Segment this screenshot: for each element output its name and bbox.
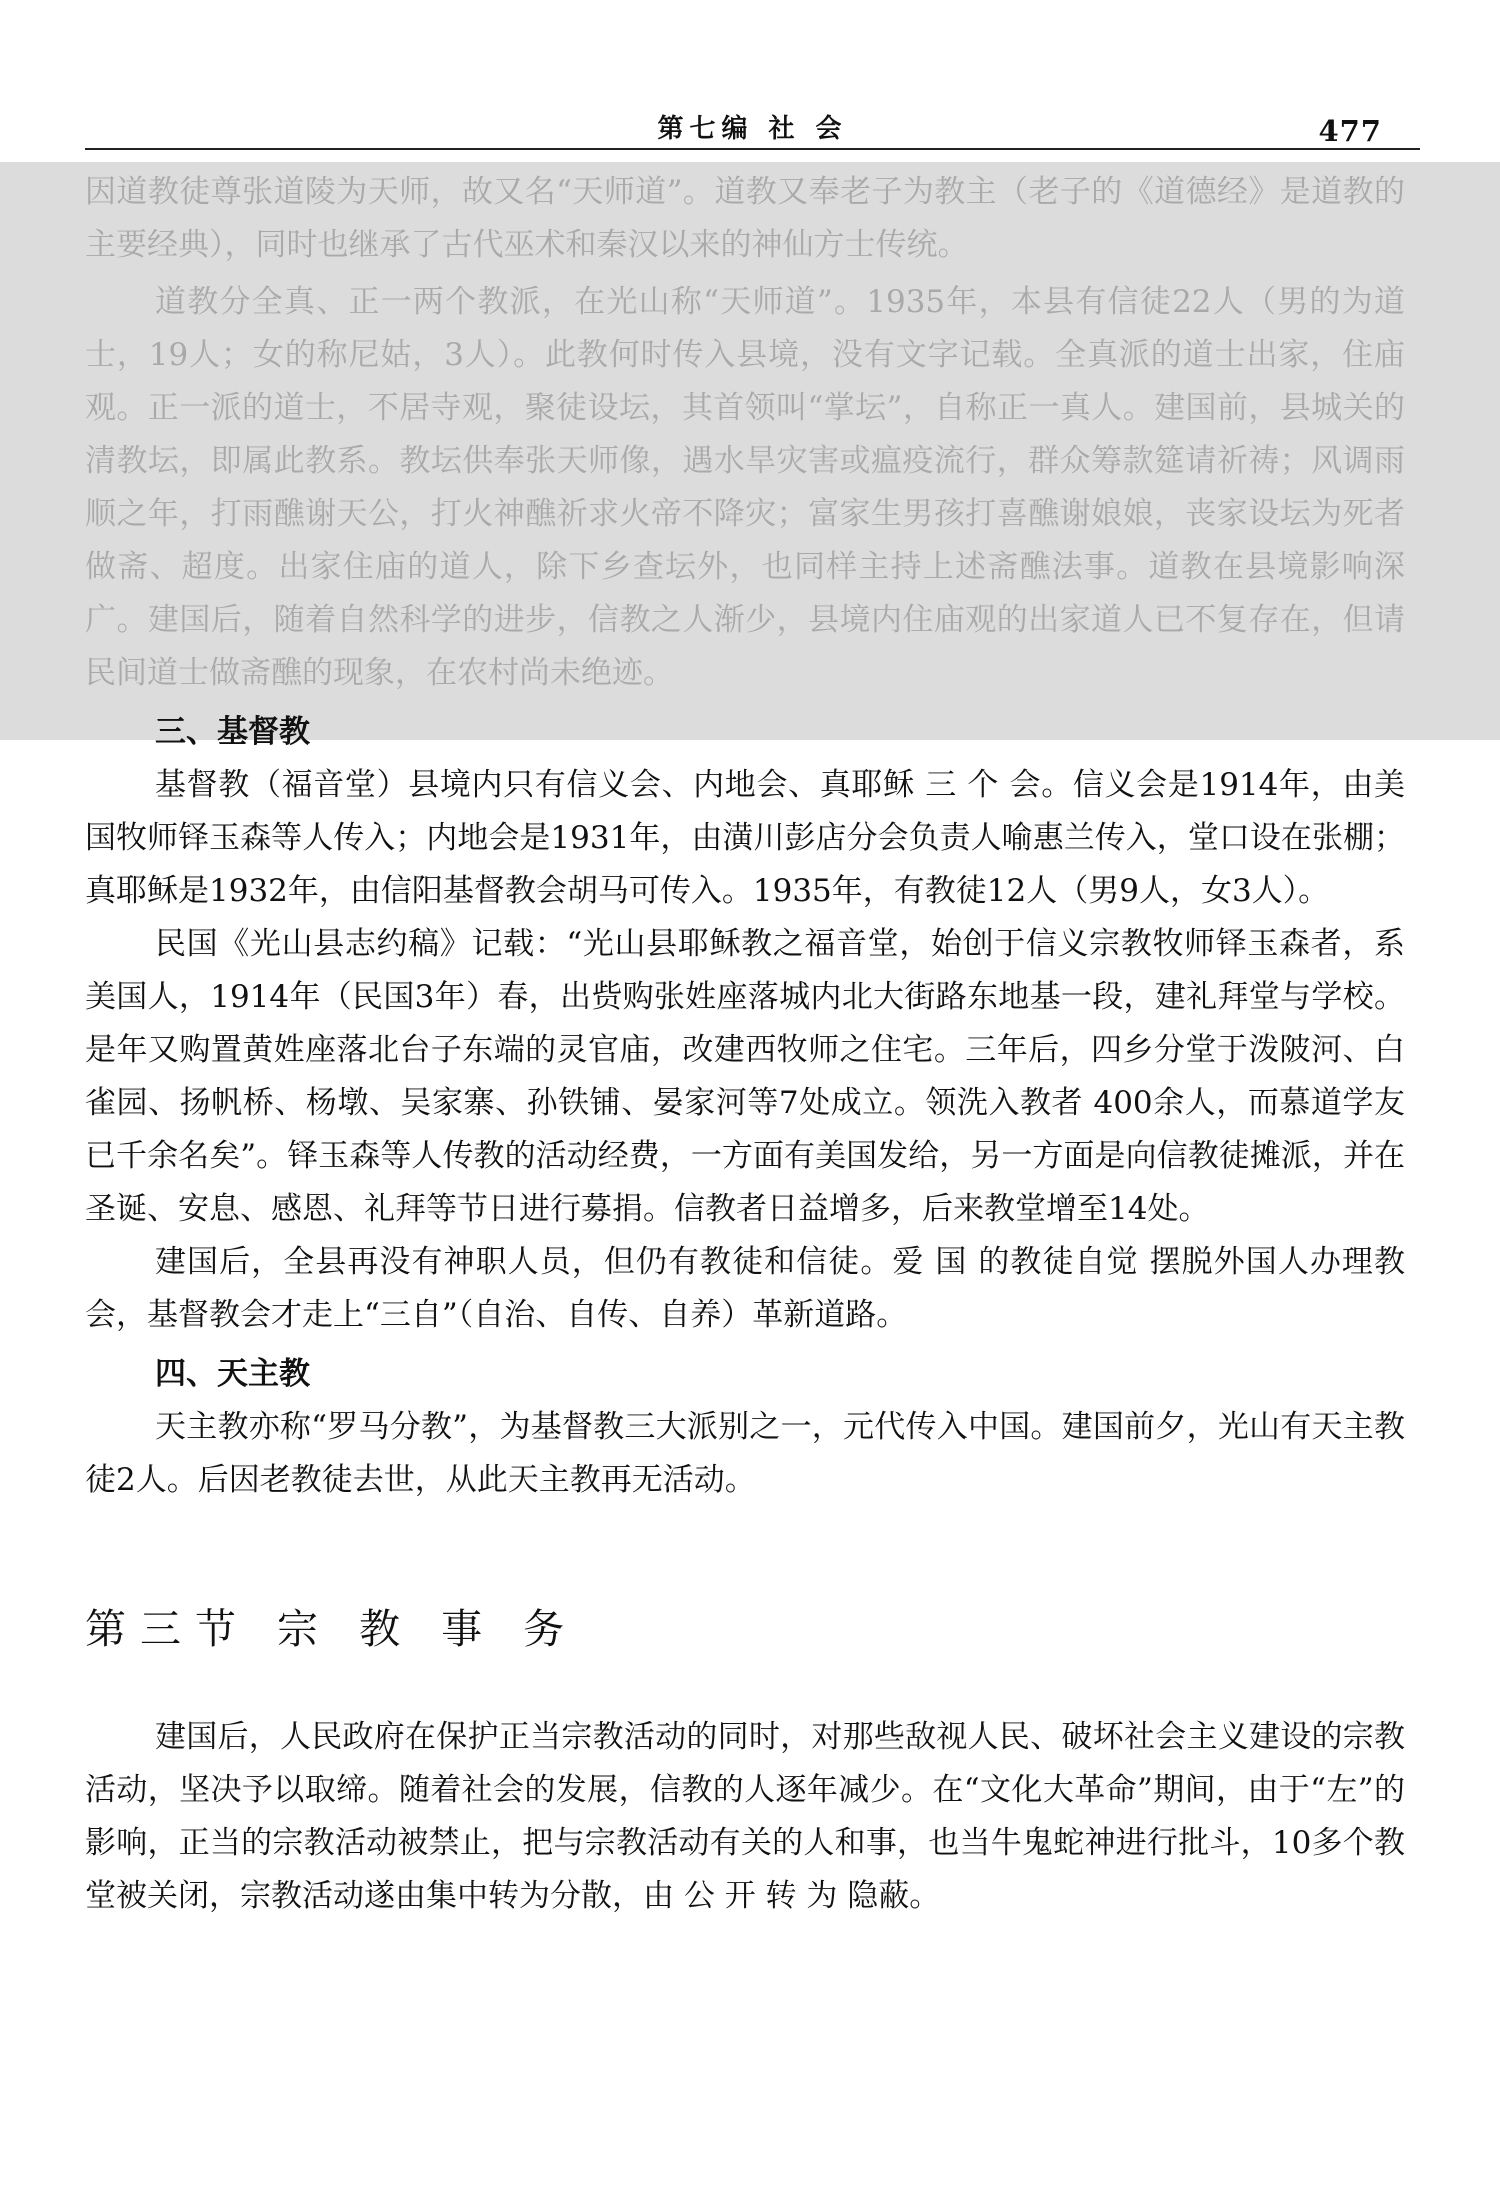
catholicism-paragraph-1: 天主教亦称“罗马分教”，为基督教三大派别之一，元代传入中国。建国前夕，光山有天主教徒2人。后因老教徒去世，从此天主教再无活动。 <box>85 1409 1405 1498</box>
christianity-paragraph-2: 民国《光山县志约稿》记载：“光山县耶稣教之福音堂，始创于信义宗教牧师铎玉森者，系美国人，1914年（民国3年）春，出赀购张姓座落城内北大街路东地基一段，建礼拜堂与学校。是年又购置黄姓座落北台子东端的灵官庙，改建西牧师之住宅。三年后，四乡分堂于泼陂河、白雀园、扬帆桥、杨墩、吴家寨、孙铁铺、晏家河等7处成立。领洗入教者 400余人，而慕道学友已千余名矣”。铎玉森等人传教的活动经费，一方面有美国发给，另一方面是向信教徒摊派，并在圣诞、安息、感恩、礼拜等节日进行募捐。信教者日益增多，后来教堂增至14处。 <box>85 926 1405 1227</box>
christianity-paragraph-1: 基督教（福音堂）县境内只有信义会、内地会、真耶稣 三 个 会。信义会是1914年，由美国牧师铎玉森等人传入；内地会是1931年，由潢川彭店分会负责人喻惠兰传入，堂口设在张棚；真耶稣是1932年，由信阳基督教会胡马可传入。1935年，有教徒12人（男9人，女3人）。 <box>85 767 1405 909</box>
religious-affairs-paragraph-1: 建国后，人民政府在保护正当宗教活动的同时，对那些敌视人民、破坏社会主义建设的宗教活动，坚决予以取缔。随着社会的发展，信教的人逐年减少。在“文化大革命”期间，由于“左”的影响，正当的宗教活动被禁止，把与宗教活动有关的人和事，也当牛鬼蛇神进行批斗，10多个教堂被关闭，宗教活动遂由集中转为分散，由 公 开 转 为 隐蔽。 <box>85 1719 1405 1914</box>
catholicism-heading: 四、天主教 <box>155 1356 310 1392</box>
page-header <box>85 100 1420 150</box>
taoism-paragraph-2: 道教分全真、正一两个教派，在光山称“天师道”。1935年，本县有信徒22人（男的为道士，19人；女的称尼姑，3人）。此教何时传入县境，没有文字记载。全真派的道士出家，住庙观。正一派的道士，不居寺观，聚徒设坛，其首领叫“掌坛”，自称正一真人。建国前，县城关的清教坛，即属此教系。教坛供奉张天师像，遇水旱灾害或瘟疫流行，群众筹款筵请祈祷；风调雨顺之年，打雨醮谢天公，打火神醮祈求火帝不降灾；富家生男孩打喜醮谢娘娘，丧家设坛为死者做斋、超度。出家住庙的道人，除下乡查坛外，也同样主持上述斋醮法事。道教在县境影响深广。建国后，随着自然科学的进步，信教之人渐少，县境内住庙观的出家道人已不复存在，但请民间道士做斋醮的现象，在农村尚未绝迹。 <box>85 284 1405 691</box>
christianity-heading: 三、基督教 <box>155 714 310 750</box>
section-title: 第三节 宗 教 事 务 <box>85 1605 579 1653</box>
header-title: 第七编 社 会 <box>657 114 848 144</box>
section-spacer-top <box>85 1507 1405 1599</box>
taoism-paragraph-1: 因道教徒尊张道陵为天师，故又名“天师道”。道教又奉老子为教主（老子的《道德经》是道教的主要经典），同时也继承了古代巫术和秦汉以来的神仙方士传统。 <box>85 174 1405 263</box>
christianity-paragraph-3: 建国后，全县再没有神职人员，但仍有教徒和信徒。爱 国 的教徒自觉 摆脱外国人办理教会，基督教会才走上“三自”（自治、自传、自养）革新道路。 <box>85 1244 1405 1333</box>
taoism-section <box>85 166 1405 700</box>
page-body <box>85 166 1405 1923</box>
section-spacer-bottom <box>85 1659 1405 1711</box>
page-number: 477 <box>1318 114 1382 148</box>
